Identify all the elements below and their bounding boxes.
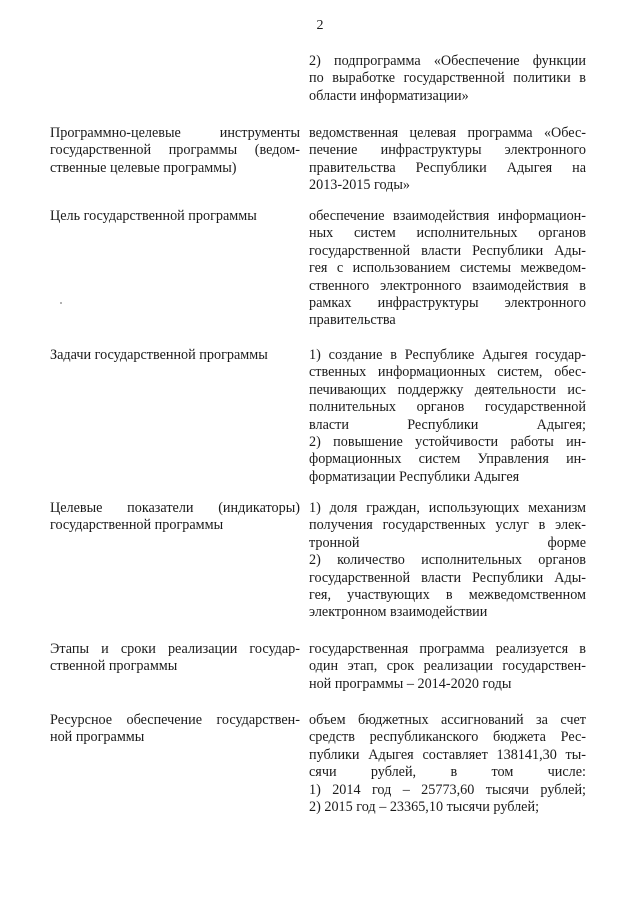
value-line: печивающих поддержку деятельности ис-	[309, 381, 586, 398]
row-label	[50, 500, 300, 535]
value-line: 1) доля граждан, использующих механизм	[309, 500, 586, 516]
value-line: ственного электронного взаимодействия в	[309, 277, 586, 294]
value-line: государственной власти Республики Ады-	[309, 569, 586, 586]
value-line: обеспечение взаимодействия информацион-	[309, 208, 586, 224]
value-line: тронной форме	[309, 534, 586, 551]
row-value	[309, 53, 586, 105]
value-line: один этап, срок реализации государствен-	[309, 658, 586, 675]
label-line: Ресурсное обеспечение государствен-	[50, 712, 300, 728]
row-value	[309, 712, 586, 816]
value-line: ных систем исполнительных органов	[309, 225, 586, 242]
value-line: гея с использованием системы межведом-	[309, 260, 586, 277]
value-line: публики Адыгея составляет 138141,30 ты-	[309, 746, 586, 763]
label-line: Задачи государственной программы	[50, 347, 268, 363]
value-line: гея, участвующих в межведомственном	[309, 587, 586, 604]
value-line: ной программы – 2014-2020 годы	[309, 675, 512, 692]
value-line: 2013-2015 годы»	[309, 177, 411, 194]
page-number: 2	[316, 18, 324, 33]
label-line: ственные целевые программы)	[50, 159, 237, 176]
label-line: государственной программы (ведом-	[50, 142, 300, 159]
row-label	[50, 125, 300, 177]
value-line: государственная программа реализуется в	[309, 641, 586, 657]
value-line: области информатизации»	[309, 87, 469, 104]
row-value	[309, 125, 586, 195]
row-value	[309, 208, 586, 330]
value-line: средств республиканского бюджета Рес-	[309, 729, 586, 746]
label-line: Цель государственной программы	[50, 208, 257, 224]
value-line: полнительных органов государственной	[309, 399, 586, 416]
label-line: Этапы и сроки реализации государ-	[50, 641, 300, 657]
label-line: Целевые показатели (индикаторы)	[50, 500, 300, 516]
value-line: ведомственная целевая программа «Обес-	[309, 125, 586, 141]
value-line: 2) количество исполнительных органов	[309, 552, 586, 569]
value-line: правительства	[309, 312, 396, 329]
row-label	[50, 347, 300, 364]
row-value	[309, 347, 586, 486]
value-line: 2) подпрограмма «Обеспечение функции	[309, 53, 586, 69]
value-line: 2) 2015 год – 23365,10 тысячи рублей;	[309, 799, 540, 816]
row-label	[50, 208, 300, 225]
value-line: объем бюджетных ассигнований за счет	[309, 712, 586, 728]
value-line: электронном взаимодействии	[309, 604, 488, 621]
value-line: по выработке государственной политики в	[309, 70, 586, 87]
value-line: 2) повышение устойчивости работы ин-	[309, 434, 586, 451]
row-label	[50, 712, 300, 747]
value-line: 1) создание в Республике Адыгея государ-	[309, 347, 586, 363]
value-line: государственной власти Республики Ады-	[309, 242, 586, 259]
label-line: ной программы	[50, 729, 145, 746]
value-line: правительства Республики Адыгея на	[309, 159, 586, 176]
label-line: ственной программы	[50, 658, 178, 675]
row-value	[309, 500, 586, 622]
label-line: государственной программы	[50, 517, 224, 534]
value-line: формационных систем Управления ин-	[309, 451, 586, 468]
value-line: власти Республики Адыгея;	[309, 416, 586, 433]
value-line: форматизации Республики Адыгея	[309, 468, 520, 485]
scan-speck	[60, 302, 62, 304]
row-label	[50, 641, 300, 676]
label-line: Программно-целевые инструменты	[50, 125, 300, 141]
value-line: ственных информационных систем, обес-	[309, 364, 586, 381]
value-line: сячи рублей, в том числе:	[309, 764, 586, 781]
row-value	[309, 641, 586, 693]
value-line: 1) 2014 год – 25773,60 тысячи рублей;	[309, 781, 586, 798]
value-line: получения государственных услуг в элек-	[309, 517, 586, 534]
value-line: рамках инфраструктуры электронного	[309, 295, 586, 312]
value-line: печение инфраструктуры электронного	[309, 142, 586, 159]
